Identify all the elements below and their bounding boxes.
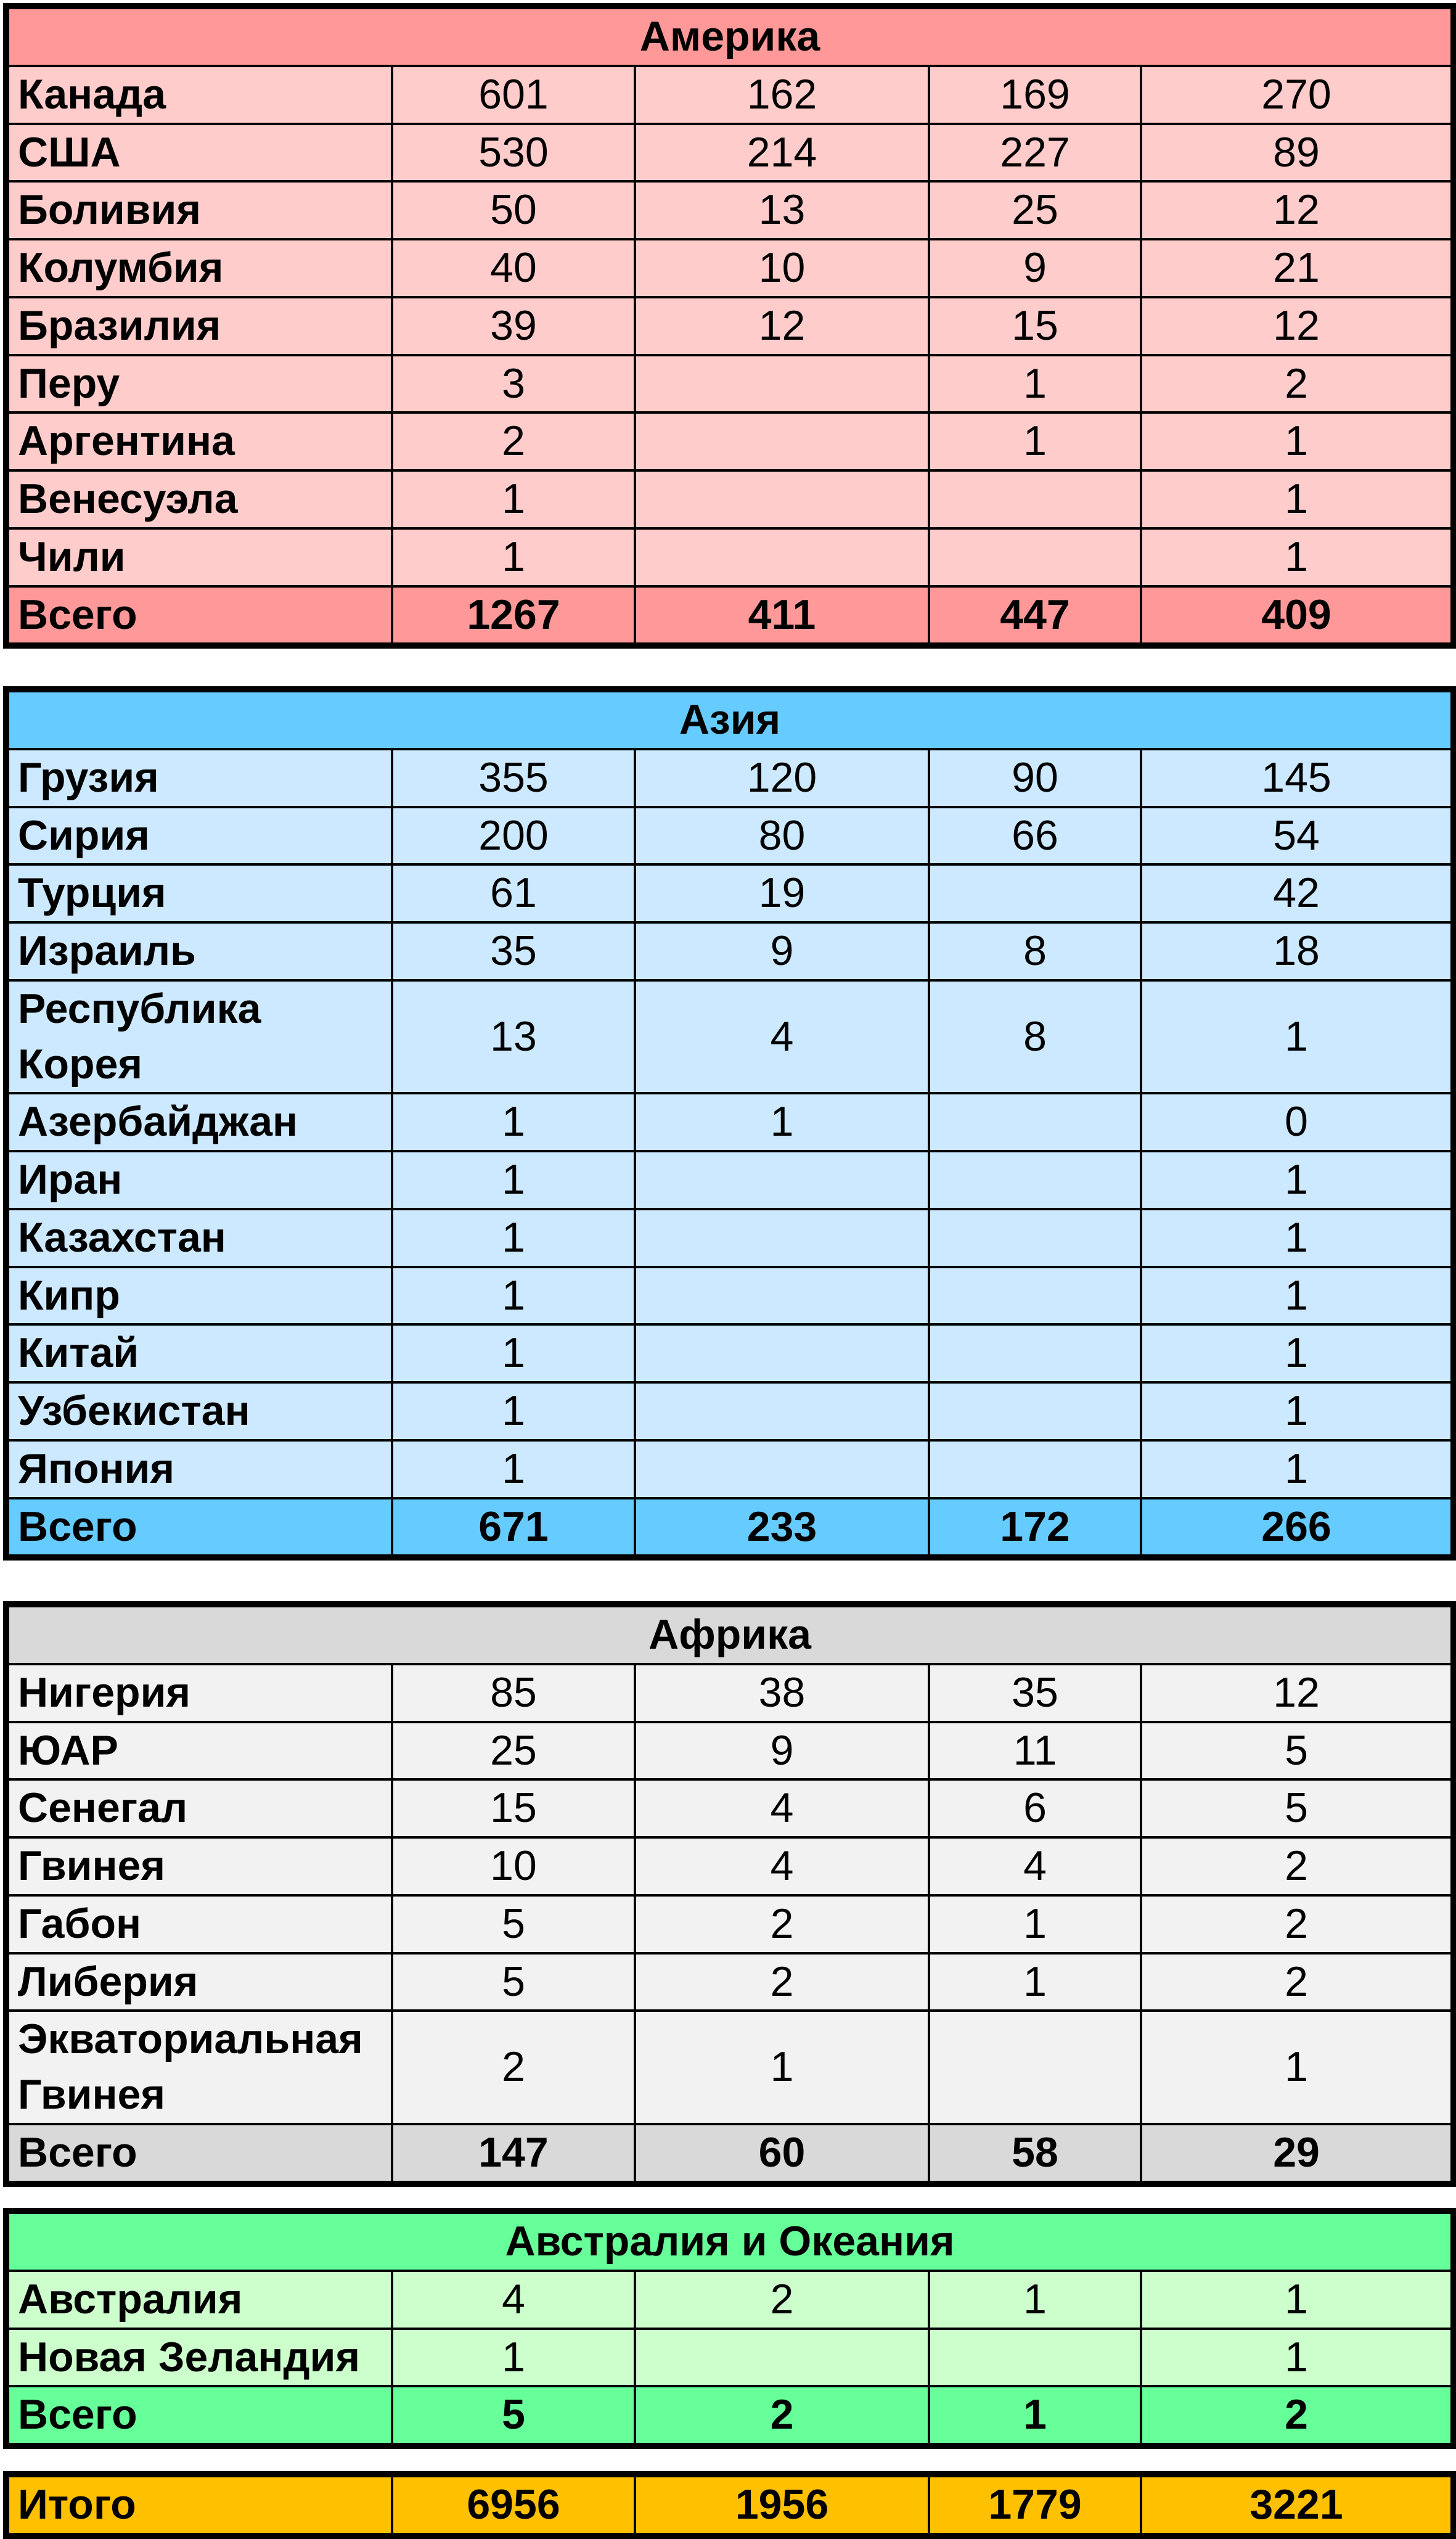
value-cell: 21 [1141, 239, 1454, 297]
section-total-row [6, 2386, 1454, 2446]
value-cell [929, 528, 1141, 586]
value-cell: 1 [1141, 2271, 1454, 2329]
value-cell [929, 1093, 1141, 1151]
value-cell: 120 [635, 749, 929, 807]
value-cell: 1 [635, 2011, 929, 2124]
value-cell [929, 1209, 1141, 1267]
value-cell: 8 [929, 980, 1141, 1094]
total-value: 266 [1141, 1498, 1454, 1558]
value-cell: 270 [1141, 66, 1454, 124]
grand-total-table [3, 2471, 1456, 2539]
table-row [6, 1093, 1454, 1151]
value-cell: 1 [1141, 412, 1454, 470]
value-cell: 3 [392, 355, 635, 413]
total-label: Всего [6, 2124, 392, 2184]
value-cell: 145 [1141, 749, 1454, 807]
grand-total-value: 1779 [929, 2474, 1141, 2536]
country-name: Сенегал [6, 1779, 392, 1837]
country-name: Гвинея [6, 1837, 392, 1895]
table-row [6, 1953, 1454, 2011]
value-cell: 5 [392, 1953, 635, 2011]
country-name: Перу [6, 355, 392, 413]
value-cell: 2 [392, 2011, 635, 2124]
total-value: 411 [635, 586, 929, 646]
table-row [6, 1895, 1454, 1953]
total-value: 447 [929, 586, 1141, 646]
value-cell: 4 [392, 2271, 635, 2329]
value-cell: 162 [635, 66, 929, 124]
value-cell: 5 [1141, 1722, 1454, 1780]
value-cell [929, 2011, 1141, 2124]
total-value: 147 [392, 2124, 635, 2184]
country-name: Экваториальная Гвинея [6, 2011, 392, 2124]
value-cell: 19 [635, 864, 929, 922]
value-cell: 1 [1141, 1267, 1454, 1325]
value-cell: 1 [1141, 1440, 1454, 1498]
country-name: Габон [6, 1895, 392, 1953]
value-cell: 1 [1141, 470, 1454, 528]
total-value: 2 [1141, 2386, 1454, 2446]
value-cell: 2 [392, 412, 635, 470]
table-row [6, 470, 1454, 528]
total-value: 2 [635, 2386, 929, 2446]
section-asia-table [3, 686, 1456, 1561]
section-title: Африка [6, 1604, 1454, 1664]
value-cell: 10 [392, 1837, 635, 1895]
total-label: Всего [6, 1498, 392, 1558]
country-name: Турция [6, 864, 392, 922]
value-cell: 35 [929, 1664, 1141, 1722]
total-value: 1 [929, 2386, 1141, 2446]
value-cell [635, 528, 929, 586]
value-cell: 12 [635, 297, 929, 355]
total-value: 29 [1141, 2124, 1454, 2184]
value-cell: 15 [392, 1779, 635, 1837]
country-name: Израиль [6, 922, 392, 980]
grand-total-value: 3221 [1141, 2474, 1454, 2536]
table-row [6, 1324, 1454, 1382]
total-label: Всего [6, 2386, 392, 2446]
value-cell [635, 2329, 929, 2387]
value-cell: 1 [1141, 1209, 1454, 1267]
value-cell: 1 [1141, 1151, 1454, 1209]
value-cell: 1 [392, 1151, 635, 1209]
section-title: Австралия и Океания [6, 2211, 1454, 2271]
value-cell [929, 1267, 1141, 1325]
value-cell: 66 [929, 807, 1141, 865]
value-cell [929, 1324, 1141, 1382]
total-value: 671 [392, 1498, 635, 1558]
value-cell: 1 [392, 1382, 635, 1440]
value-cell: 1 [392, 1209, 635, 1267]
country-name: Нигерия [6, 1664, 392, 1722]
section-africa-table [3, 1601, 1456, 2187]
table-row [6, 1151, 1454, 1209]
value-cell [635, 1440, 929, 1498]
country-name: Чили [6, 528, 392, 586]
section-header-row [6, 1604, 1454, 1664]
value-cell: 1 [392, 528, 635, 586]
table-row [6, 1722, 1454, 1780]
value-cell: 1 [1141, 1382, 1454, 1440]
value-cell: 4 [635, 1837, 929, 1895]
value-cell: 9 [635, 1722, 929, 1780]
total-value: 60 [635, 2124, 929, 2184]
grand-total-row [6, 2474, 1454, 2536]
grand-total-value: 1956 [635, 2474, 929, 2536]
table-row [6, 1209, 1454, 1267]
value-cell: 1 [1141, 1324, 1454, 1382]
value-cell: 6 [929, 1779, 1141, 1837]
table-row [6, 1664, 1454, 1722]
total-value: 1267 [392, 586, 635, 646]
value-cell [635, 1382, 929, 1440]
value-cell: 601 [392, 66, 635, 124]
country-name: Боливия [6, 181, 392, 239]
value-cell: 25 [392, 1722, 635, 1780]
value-cell: 4 [929, 1837, 1141, 1895]
section-total-row [6, 2124, 1454, 2184]
table-row [6, 749, 1454, 807]
value-cell: 1 [1141, 2011, 1454, 2124]
table-row [6, 864, 1454, 922]
total-label: Всего [6, 586, 392, 646]
country-name: Узбекистан [6, 1382, 392, 1440]
total-value: 5 [392, 2386, 635, 2446]
country-name: Грузия [6, 749, 392, 807]
value-cell: 2 [1141, 1953, 1454, 2011]
value-cell: 12 [1141, 1664, 1454, 1722]
country-name: США [6, 124, 392, 182]
value-cell: 1 [929, 2271, 1141, 2329]
value-cell [635, 470, 929, 528]
table-row [6, 528, 1454, 586]
section-header-row [6, 6, 1454, 66]
value-cell: 25 [929, 181, 1141, 239]
value-cell: 1 [1141, 2329, 1454, 2387]
country-name: Аргентина [6, 412, 392, 470]
value-cell [929, 1440, 1141, 1498]
value-cell: 5 [1141, 1779, 1454, 1837]
value-cell: 10 [635, 239, 929, 297]
value-cell: 2 [1141, 1895, 1454, 1953]
table-row [6, 181, 1454, 239]
value-cell: 1 [1141, 528, 1454, 586]
value-cell: 2 [635, 1953, 929, 2011]
value-cell [929, 470, 1141, 528]
value-cell: 4 [635, 980, 929, 1094]
total-value: 233 [635, 1498, 929, 1558]
table-row [6, 2329, 1454, 2387]
value-cell: 1 [635, 1093, 929, 1151]
table-row [6, 1837, 1454, 1895]
value-cell: 1 [392, 1267, 635, 1325]
value-cell: 1 [392, 1093, 635, 1151]
value-cell: 1 [929, 1953, 1141, 2011]
value-cell: 530 [392, 124, 635, 182]
value-cell: 39 [392, 297, 635, 355]
value-cell: 1 [929, 412, 1141, 470]
section-header-row [6, 2211, 1454, 2271]
value-cell [635, 412, 929, 470]
value-cell: 85 [392, 1664, 635, 1722]
value-cell: 200 [392, 807, 635, 865]
value-cell: 4 [635, 1779, 929, 1837]
value-cell: 9 [635, 922, 929, 980]
section-header-row [6, 689, 1454, 749]
value-cell: 2 [635, 2271, 929, 2329]
value-cell: 169 [929, 66, 1141, 124]
value-cell: 355 [392, 749, 635, 807]
value-cell: 2 [1141, 1837, 1454, 1895]
value-cell: 38 [635, 1664, 929, 1722]
table-row [6, 980, 1454, 1094]
value-cell: 89 [1141, 124, 1454, 182]
country-name: Китай [6, 1324, 392, 1382]
value-cell [635, 1209, 929, 1267]
value-cell: 1 [1141, 980, 1454, 1094]
country-name: Канада [6, 66, 392, 124]
country-name: Казахстан [6, 1209, 392, 1267]
value-cell: 0 [1141, 1093, 1454, 1151]
value-cell: 35 [392, 922, 635, 980]
value-cell: 80 [635, 807, 929, 865]
table-row [6, 412, 1454, 470]
country-name: Бразилия [6, 297, 392, 355]
value-cell: 15 [929, 297, 1141, 355]
country-name: Азербайджан [6, 1093, 392, 1151]
value-cell [635, 355, 929, 413]
value-cell: 1 [392, 470, 635, 528]
section-total-row [6, 586, 1454, 646]
section-title: Америка [6, 6, 1454, 66]
value-cell [929, 2329, 1141, 2387]
table-row [6, 2011, 1454, 2124]
value-cell: 13 [635, 181, 929, 239]
table-row [6, 1267, 1454, 1325]
value-cell: 8 [929, 922, 1141, 980]
value-cell: 1 [929, 1895, 1141, 1953]
table-row [6, 807, 1454, 865]
value-cell: 12 [1141, 181, 1454, 239]
country-name: Республика Корея [6, 980, 392, 1094]
country-name: Новая Зеландия [6, 2329, 392, 2387]
value-cell: 54 [1141, 807, 1454, 865]
value-cell: 42 [1141, 864, 1454, 922]
country-name: Иран [6, 1151, 392, 1209]
table-row [6, 1382, 1454, 1440]
value-cell: 9 [929, 239, 1141, 297]
section-america-table [3, 3, 1456, 649]
value-cell [929, 1382, 1141, 1440]
value-cell [635, 1267, 929, 1325]
grand-total-value: 6956 [392, 2474, 635, 2536]
table-row [6, 239, 1454, 297]
value-cell: 18 [1141, 922, 1454, 980]
value-cell: 13 [392, 980, 635, 1094]
value-cell: 2 [1141, 355, 1454, 413]
value-cell: 90 [929, 749, 1141, 807]
value-cell [635, 1324, 929, 1382]
grand-total-label: Итого [6, 2474, 392, 2536]
value-cell [929, 864, 1141, 922]
value-cell: 11 [929, 1722, 1141, 1780]
country-name: Австралия [6, 2271, 392, 2329]
country-name: Венесуэла [6, 470, 392, 528]
value-cell: 1 [392, 1440, 635, 1498]
country-name: Либерия [6, 1953, 392, 2011]
table-row [6, 922, 1454, 980]
country-name: Кипр [6, 1267, 392, 1325]
table-row [6, 1440, 1454, 1498]
value-cell: 61 [392, 864, 635, 922]
value-cell: 1 [929, 355, 1141, 413]
total-value: 409 [1141, 586, 1454, 646]
section-total-row [6, 1498, 1454, 1558]
total-value: 58 [929, 2124, 1141, 2184]
section-oceania-table [3, 2208, 1456, 2449]
country-name: Япония [6, 1440, 392, 1498]
value-cell: 1 [392, 2329, 635, 2387]
country-name: ЮАР [6, 1722, 392, 1780]
table-row [6, 66, 1454, 124]
value-cell [635, 1151, 929, 1209]
value-cell: 40 [392, 239, 635, 297]
value-cell: 1 [392, 1324, 635, 1382]
table-row [6, 124, 1454, 182]
value-cell: 5 [392, 1895, 635, 1953]
value-cell: 50 [392, 181, 635, 239]
table-row [6, 297, 1454, 355]
total-value: 172 [929, 1498, 1141, 1558]
table-row [6, 355, 1454, 413]
value-cell: 2 [635, 1895, 929, 1953]
value-cell: 12 [1141, 297, 1454, 355]
value-cell: 227 [929, 124, 1141, 182]
value-cell [929, 1151, 1141, 1209]
table-row [6, 1779, 1454, 1837]
country-name: Сирия [6, 807, 392, 865]
value-cell: 214 [635, 124, 929, 182]
country-name: Колумбия [6, 239, 392, 297]
section-title: Азия [6, 689, 1454, 749]
table-row [6, 2271, 1454, 2329]
